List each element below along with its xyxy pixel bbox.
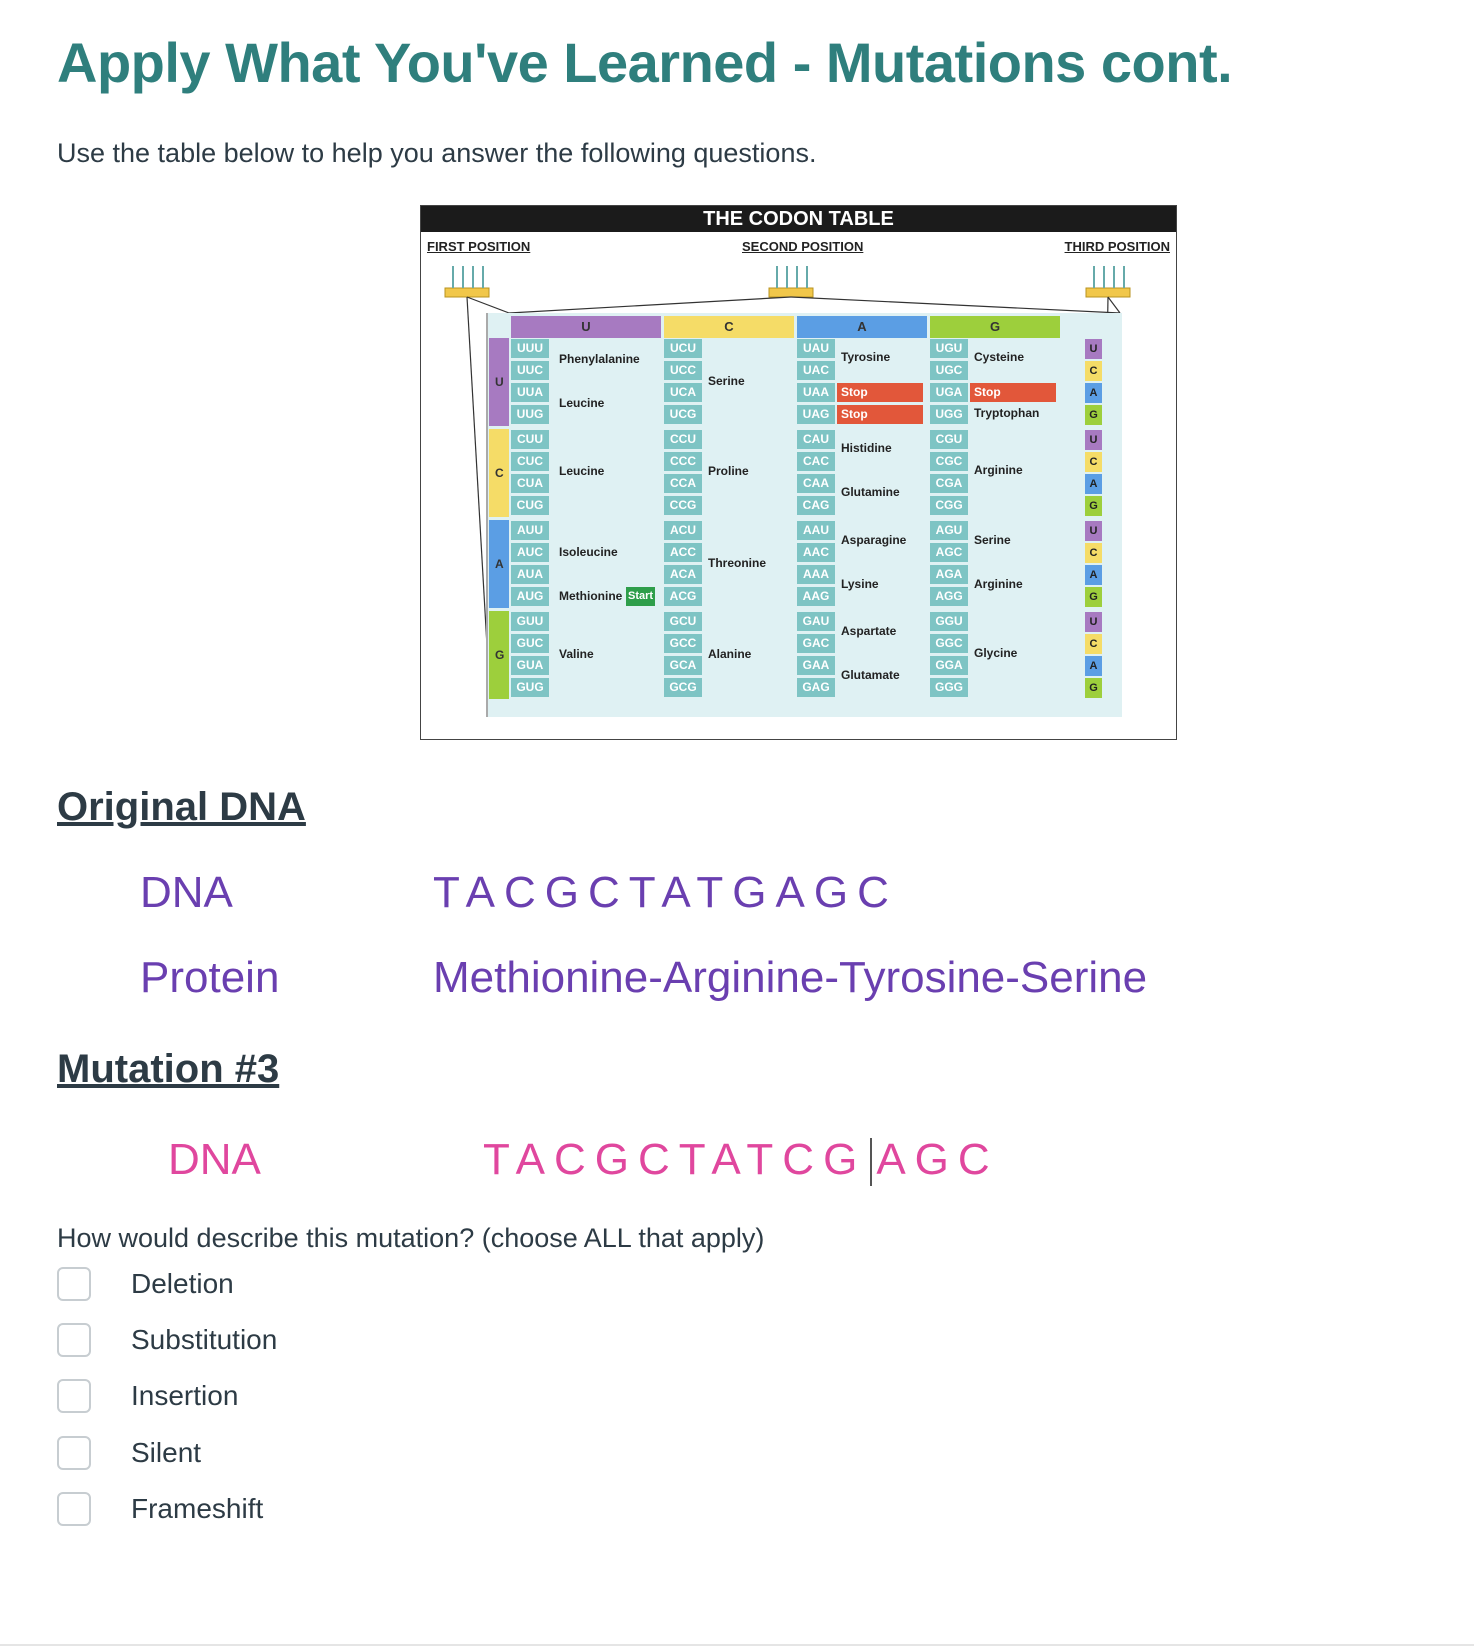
codon: AUC	[511, 543, 549, 562]
third-position-g: G	[1085, 587, 1102, 607]
question-text: How would describe this mutation? (choose ALL that apply)	[57, 1223, 765, 1253]
codon: UCG	[664, 405, 702, 424]
amino-acid: Asparagine	[841, 533, 907, 547]
row-bar-c: C	[489, 429, 509, 517]
codon: CCA	[664, 474, 702, 493]
col-header-g: G	[930, 316, 1060, 338]
amino-acid: Proline	[708, 464, 749, 478]
codon-table-image	[420, 205, 1177, 740]
third-position-g: G	[1085, 678, 1102, 698]
codon: UCC	[664, 361, 702, 380]
codon: CCG	[664, 496, 702, 515]
codon: GCC	[664, 634, 702, 653]
third-position-a: A	[1085, 383, 1102, 403]
codon: UUC	[511, 361, 549, 380]
amino-acid: Isoleucine	[559, 545, 618, 559]
stop-badge: Stop	[970, 383, 1056, 402]
codon: AGA	[930, 565, 968, 584]
codon: AUU	[511, 521, 549, 540]
codon: GCU	[664, 612, 702, 631]
codon: GAC	[797, 634, 835, 653]
codon: CAC	[797, 452, 835, 471]
codon: CUA	[511, 474, 549, 493]
col-header-u: U	[511, 316, 661, 338]
codon: ACC	[664, 543, 702, 562]
third-position-a: A	[1085, 565, 1102, 585]
amino-acid: Phenylalanine	[559, 352, 640, 366]
checkbox[interactable]	[57, 1267, 91, 1301]
third-position-a: A	[1085, 656, 1102, 676]
codon: UAA	[797, 383, 835, 402]
codon: CGU	[930, 430, 968, 449]
codon: AGU	[930, 521, 968, 540]
checkbox[interactable]	[57, 1436, 91, 1470]
amino-acid: Tyrosine	[841, 350, 891, 364]
codon: UAC	[797, 361, 835, 380]
codon: UCA	[664, 383, 702, 402]
codon: CAU	[797, 430, 835, 449]
checkbox[interactable]	[57, 1492, 91, 1526]
amino-acid: Serine	[974, 533, 1011, 547]
codon: AAC	[797, 543, 835, 562]
codon: GGU	[930, 612, 968, 631]
codon: UUU	[511, 339, 549, 358]
codon: UAG	[797, 405, 835, 424]
codon: CAG	[797, 496, 835, 515]
third-position-c: C	[1085, 361, 1102, 381]
amino-acid: Arginine	[974, 463, 1023, 477]
amino-acid: Aspartate	[841, 624, 897, 638]
codon: ACU	[664, 521, 702, 540]
checkbox[interactable]	[57, 1379, 91, 1413]
option-insertion[interactable]: Insertion	[57, 1378, 238, 1414]
row-bar-u: U	[489, 338, 509, 426]
codon: AAG	[797, 587, 835, 606]
mutation-dna-label: DNA	[168, 1135, 261, 1184]
third-position-u: U	[1085, 612, 1102, 632]
codon: GGG	[930, 678, 968, 697]
original-dna-heading: Original DNA	[57, 785, 306, 829]
amino-acid: Tryptophan	[974, 406, 1040, 420]
option-silent[interactable]: Silent	[57, 1435, 201, 1471]
row-bar-g: G	[489, 611, 509, 699]
codon: CAA	[797, 474, 835, 493]
col-header-a: A	[797, 316, 927, 338]
original-protein-sequence: Methionine-Arginine-Tyrosine-Serine	[433, 953, 1148, 1002]
amino-acid: Histidine	[841, 441, 892, 455]
amino-acid: Leucine	[559, 464, 605, 478]
codon: ACG	[664, 587, 702, 606]
checkbox[interactable]	[57, 1323, 91, 1357]
divider	[0, 1644, 1474, 1646]
text-cursor	[870, 1138, 872, 1186]
amino-acid: Alanine	[708, 647, 752, 661]
first-position-label: FIRST POSITION	[427, 239, 531, 254]
third-position-c: C	[1085, 452, 1102, 472]
option-deletion[interactable]: Deletion	[57, 1266, 234, 1302]
amino-acid: Glutamate	[841, 668, 900, 682]
third-position-label: THIRD POSITION	[1064, 239, 1170, 254]
codon: GGC	[930, 634, 968, 653]
amino-acid: Glycine	[974, 646, 1018, 660]
intro-text: Use the table below to help you answer the following questions.	[57, 138, 817, 168]
amino-acid: Lysine	[841, 577, 879, 591]
codon: CCU	[664, 430, 702, 449]
protein-label: Protein	[140, 953, 280, 1002]
codon: UCU	[664, 339, 702, 358]
stop-badge: Stop	[837, 405, 923, 424]
codon: UGU	[930, 339, 968, 358]
codon: GUA	[511, 656, 549, 675]
mutation-dna-sequence: TACGCTATCG AGC	[483, 1135, 999, 1186]
amino-acid: Threonine	[708, 556, 767, 570]
second-position-label: SECOND POSITION	[742, 239, 864, 254]
codon: CUC	[511, 452, 549, 471]
third-position-g: G	[1085, 405, 1102, 425]
amino-acid: Methionine	[559, 589, 623, 603]
codon: GCA	[664, 656, 702, 675]
third-position-c: C	[1085, 543, 1102, 563]
codon: UAU	[797, 339, 835, 358]
third-position-a: A	[1085, 474, 1102, 494]
stop-badge: Stop	[837, 383, 923, 402]
amino-acid: Serine	[708, 374, 745, 388]
codon: AAA	[797, 565, 835, 584]
codon: CGA	[930, 474, 968, 493]
codon: UUG	[511, 405, 549, 424]
option-substitution[interactable]: Substitution	[57, 1322, 277, 1358]
third-position-u: U	[1085, 521, 1102, 541]
codon: AUG	[511, 587, 549, 606]
codon: CCC	[664, 452, 702, 471]
page-title: Apply What You've Learned - Mutations cont.	[57, 31, 1233, 94]
codon: GUG	[511, 678, 549, 697]
amino-acid: Arginine	[974, 577, 1023, 591]
option-frameshift[interactable]: Frameshift	[57, 1491, 263, 1527]
codon: UGC	[930, 361, 968, 380]
third-position-g: G	[1085, 496, 1102, 516]
codon: GAG	[797, 678, 835, 697]
amino-acid: Valine	[559, 647, 594, 661]
row-bar-a: A	[489, 520, 509, 608]
codon: CGG	[930, 496, 968, 515]
codon-table-title: THE CODON TABLE	[421, 206, 1176, 232]
codon: GCG	[664, 678, 702, 697]
amino-acid: Leucine	[559, 396, 605, 410]
amino-acid: Cysteine	[974, 350, 1025, 364]
codon: GGA	[930, 656, 968, 675]
codon: UGA	[930, 383, 968, 402]
col-header-c: C	[664, 316, 794, 338]
codon: CUG	[511, 496, 549, 515]
codon: GUC	[511, 634, 549, 653]
codon: GAU	[797, 612, 835, 631]
codon: CUU	[511, 430, 549, 449]
codon: GAA	[797, 656, 835, 675]
original-dna-sequence: TACGCTATGAGC	[433, 868, 898, 917]
codon: AAU	[797, 521, 835, 540]
codon: AGG	[930, 587, 968, 606]
codon: AGC	[930, 543, 968, 562]
codon: AUA	[511, 565, 549, 584]
codon: GUU	[511, 612, 549, 631]
codon: UUA	[511, 383, 549, 402]
codon: UGG	[930, 405, 968, 424]
codon: ACA	[664, 565, 702, 584]
amino-acid: Glutamine	[841, 485, 900, 499]
dna-label: DNA	[140, 868, 233, 917]
third-position-u: U	[1085, 339, 1102, 359]
codon: CGC	[930, 452, 968, 471]
start-badge: Start	[626, 587, 655, 606]
third-position-c: C	[1085, 634, 1102, 654]
third-position-u: U	[1085, 430, 1102, 450]
mutation-heading: Mutation #3	[57, 1047, 280, 1091]
